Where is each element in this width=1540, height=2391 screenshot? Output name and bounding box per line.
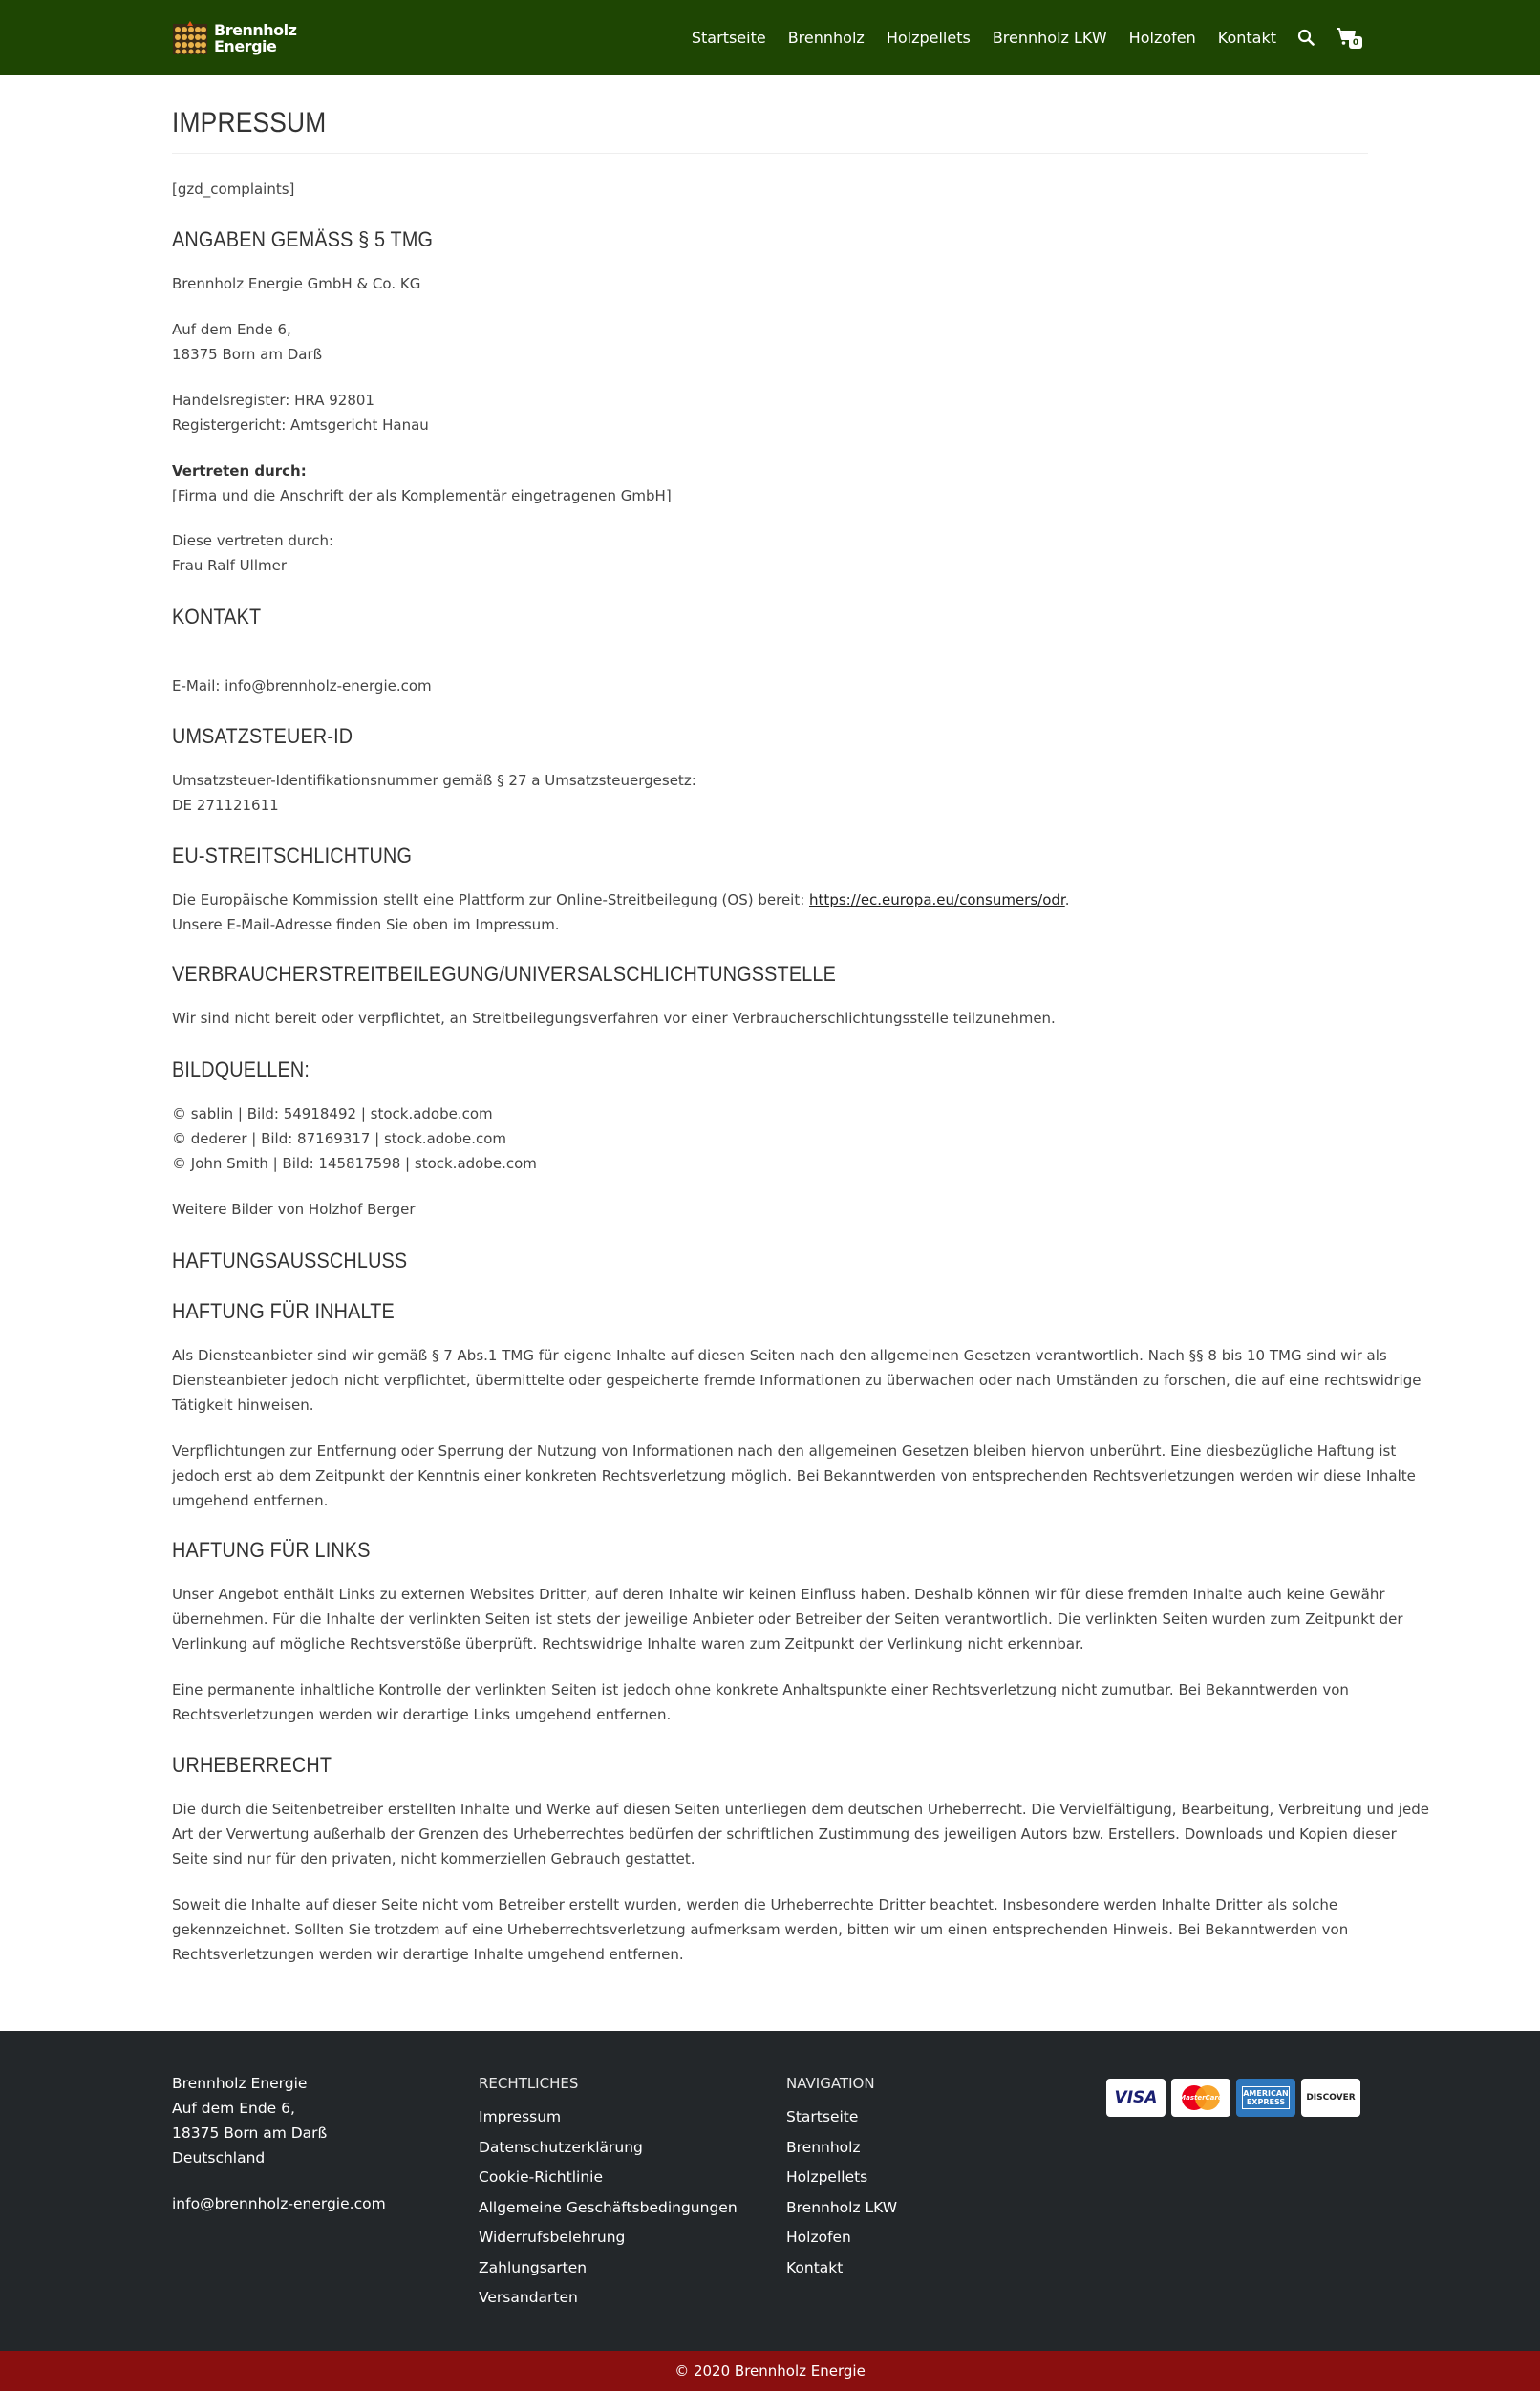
urheberrecht-p1: Die durch die Seitenbetreiber erstellten Inhalte und Werke auf diesen Seiten unterliegen dem deutschen Urheberrecht. Die Vervielfältigung, Bearbeitung, Verbreitung und jede Art der Verwertung außerhalb der Grenzen des Urheberrechtes bedürfen der schriftlichen Zustimmung des jeweiligen Autors bzw. Erstellers. Downloads und Kopien dieser Seite sind nur für den privaten, nicht kommerziellen Gebrauch gestattet. bbox=[172, 1801, 1429, 1868]
footer-link-datenschutz[interactable]: Datenschutzerklärung bbox=[479, 2138, 643, 2156]
site-logo[interactable] bbox=[172, 19, 296, 57]
heading-bildquellen: BILDQUELLEN: bbox=[172, 1057, 310, 1081]
footer-link-impressum[interactable]: Impressum bbox=[479, 2108, 562, 2125]
haftung-links-p1: Unser Angebot enthält Links zu externen Websites Dritter, auf deren Inhalte wir keinen Einfluss haben. Deshalb können wir für diese fremden Inhalte auch keine Gewähr übernehmen. Für die Inhalte der verlinkten Seiten ist stets der jeweilige Anbieter oder Betreiber der Seiten verantwortlich. Die verlinkten Seiten wurden zum Zeitpunkt der Verlinkung auf mögliche Rechtsverstöße überprüft. Rechtswidrige Inhalte waren zum Zeitpunkt der Verlinkung nicht erkennbar. bbox=[172, 1586, 1403, 1653]
footer-address: Brennholz Energie Auf dem Ende 6, 18375 Born am Darß Deutschland info@brennholz-energie.com bbox=[172, 2071, 386, 2216]
footer-nav-holzofen[interactable]: Holzofen bbox=[786, 2229, 851, 2246]
urheberrecht-p2: Soweit die Inhalte auf dieser Seite nicht vom Betreiber erstellt wurden, werden die Urheberrechte Dritter beachtet. Insbesondere werden Inhalte Dritter als solche gekennzeichnet. Sollten Sie trotzdem auf eine Urheberrechtsverletzung aufmerksam werden, bitten wir um einen entsprechenden Hinweis. Bei Bekanntwerden von Rechtsverletzungen werden wir derartige Inhalte umgehend entfernen. bbox=[172, 1896, 1349, 1963]
heading-urheberrecht: URHEBERRECHT bbox=[172, 1753, 332, 1777]
odr-link[interactable]: https://ec.europa.eu/consumers/odr bbox=[809, 891, 1065, 908]
footer-legal-heading: RECHTLICHES bbox=[479, 2075, 579, 2092]
haftung-links-p2: Eine permanente inhaltliche Kontrolle der verlinkten Seiten ist jedoch ohne konkrete Anhaltspunkte einer Rechtsverletzung nicht zumutbar. Bei Bekanntwerden von Rechtsverletzungen werden wir derartige Links umgehend entfernen. bbox=[172, 1681, 1349, 1723]
footer-nav-heading: NAVIGATION bbox=[786, 2075, 875, 2092]
site-footer bbox=[0, 2031, 1540, 2351]
payment-methods bbox=[1106, 2079, 1360, 2117]
footer-navigation bbox=[786, 2071, 897, 2283]
discover-card-icon: DISCOVER bbox=[1301, 2079, 1360, 2117]
footer-link-agb[interactable]: Allgemeine Geschäftsbedingungen bbox=[479, 2198, 738, 2216]
footer-nav-brennholz-lkw[interactable]: Brennholz LKW bbox=[786, 2198, 898, 2216]
firewood-logo-icon bbox=[172, 20, 208, 56]
vsbg-text: Wir sind nicht bereit oder verpflichtet, an Streitbeilegungsverfahren vor einer Verbraucherschlichtungsstelle teilzunehmen. bbox=[172, 1010, 1056, 1027]
heading-ust: UMSATZSTEUER-ID bbox=[172, 724, 353, 748]
company-register: Handelsregister: HRA 92801 Registergericht: Amtsgericht Hanau bbox=[172, 392, 429, 434]
footer-link-zahlungsarten[interactable]: Zahlungsarten bbox=[479, 2258, 588, 2276]
footer-email[interactable]: info@brennholz-energie.com bbox=[172, 2195, 386, 2212]
mastercard-icon: MasterCard bbox=[1171, 2079, 1230, 2117]
title-divider bbox=[172, 153, 1368, 154]
logo-text-line2: Energie bbox=[214, 37, 277, 55]
footer-nav-brennholz[interactable]: Brennholz bbox=[786, 2138, 861, 2156]
footer-nav-holzpellets[interactable]: Holzpellets bbox=[786, 2168, 868, 2186]
eu-streit-text: Die Europäische Kommission stellt eine Plattform zur Online-Streitbeilegung (OS) bereit: https://ec.europa.eu/consumers/odr. Unsere E-Mail-Adresse finden Sie oben im Impressum. bbox=[172, 891, 1070, 933]
footer-link-versandarten[interactable]: Versandarten bbox=[479, 2289, 578, 2306]
heading-vsbg: VERBRAUCHERSTREITBEILEGUNG/UNIVERSALSCHLICHTUNGSSTELLE bbox=[172, 962, 836, 986]
copyright-bar bbox=[0, 2351, 1540, 2391]
represented-by: Vertreten durch: [Firma und die Anschrift der als Komplementär eingetragenen GmbH] bbox=[172, 462, 672, 504]
company-name: Brennholz Energie GmbH & Co. KG bbox=[172, 275, 421, 292]
footer-nav-kontakt[interactable]: Kontakt bbox=[786, 2258, 844, 2276]
nav-brennholz-lkw[interactable]: Brennholz LKW bbox=[992, 28, 1107, 47]
nav-holzpellets[interactable]: Holzpellets bbox=[886, 28, 971, 47]
haftung-inhalte-p1: Als Diensteanbieter sind wir gemäß § 7 Abs.1 TMG für eigene Inhalte auf diesen Seiten nach den allgemeinen Gesetzen verantwortlich. Nach §§ 8 bis 10 TMG sind wir als Diensteanbieter jedoch nicht verpflichtet, übermittelte oder gespeicherte fremde Informationen zu überwachen oder nach Umständen zu forschen, die auf eine rechtswidrige Tätigkeit hinweisen. bbox=[172, 1347, 1422, 1414]
footer-link-cookie[interactable]: Cookie-Richtlinie bbox=[479, 2168, 603, 2186]
cart-button[interactable] bbox=[1336, 27, 1360, 48]
cart-count-badge: 0 bbox=[1349, 36, 1362, 49]
represented-by-person: Diese vertreten durch: Frau Ralf Ullmer bbox=[172, 532, 334, 574]
search-icon[interactable] bbox=[1297, 29, 1315, 46]
heading-haftung-inhalte: HAFTUNG FÜR INHALTE bbox=[172, 1299, 395, 1323]
page-title: IMPRESSUM bbox=[172, 107, 327, 139]
image-credits-more: Weitere Bilder von Holzhof Berger bbox=[172, 1201, 416, 1218]
contact-email: E-Mail: info@brennholz-energie.com bbox=[172, 677, 432, 694]
footer-link-widerruf[interactable]: Widerrufsbelehrung bbox=[479, 2229, 626, 2246]
visa-card-icon: VISA bbox=[1106, 2079, 1166, 2117]
american-express-icon: AMERICAN EXPRESS bbox=[1236, 2079, 1295, 2117]
copyright-text: © 2020 Brennholz Energie bbox=[674, 2362, 866, 2380]
nav-kontakt[interactable]: Kontakt bbox=[1217, 28, 1276, 47]
nav-holzofen[interactable]: Holzofen bbox=[1128, 28, 1196, 47]
image-credits: © sablin | Bild: 54918492 | stock.adobe.com © dederer | Bild: 87169317 | stock.adobe.com © John Smith | Bild: 145817598 | stock.adobe.com bbox=[172, 1105, 537, 1172]
heading-eu-streit: EU-STREITSCHLICHTUNG bbox=[172, 843, 413, 867]
shortcode-text: [gzd_complaints] bbox=[172, 181, 295, 198]
haftung-inhalte-p2: Verpflichtungen zur Entfernung oder Sperrung der Nutzung von Informationen nach den allgemeinen Gesetzen bleiben hiervon unberührt. Eine diesbezügliche Haftung ist jedoch erst ab dem Zeitpunkt der Kenntnis einer konkreten Rechtsverletzung möglich. Bei Bekanntwerden von entsprechenden Rechtsverletzungen werden wir diese Inhalte umgehend entfernen. bbox=[172, 1442, 1416, 1509]
footer-nav-startseite[interactable]: Startseite bbox=[786, 2108, 859, 2125]
company-address: Auf dem Ende 6, 18375 Born am Darß bbox=[172, 321, 323, 363]
ust-id: Umsatzsteuer-Identifikationsnummer gemäß § 27 a Umsatzsteuergesetz: DE 271121611 bbox=[172, 772, 696, 814]
main-nav bbox=[670, 0, 1360, 75]
heading-kontakt: KONTAKT bbox=[172, 605, 262, 629]
nav-brennholz[interactable]: Brennholz bbox=[787, 28, 865, 47]
nav-startseite[interactable]: Startseite bbox=[691, 28, 766, 47]
heading-angaben: ANGABEN GEMÄSS § 5 TMG bbox=[172, 227, 434, 251]
page-header bbox=[172, 107, 1368, 154]
site-header bbox=[0, 0, 1540, 75]
logo-text-line1: Brennholz bbox=[214, 21, 297, 39]
heading-haftung-links: HAFTUNG FÜR LINKS bbox=[172, 1538, 371, 1562]
heading-haftungsausschluss: HAFTUNGSAUSSCHLUSS bbox=[172, 1249, 408, 1272]
footer-legal bbox=[479, 2071, 738, 2314]
